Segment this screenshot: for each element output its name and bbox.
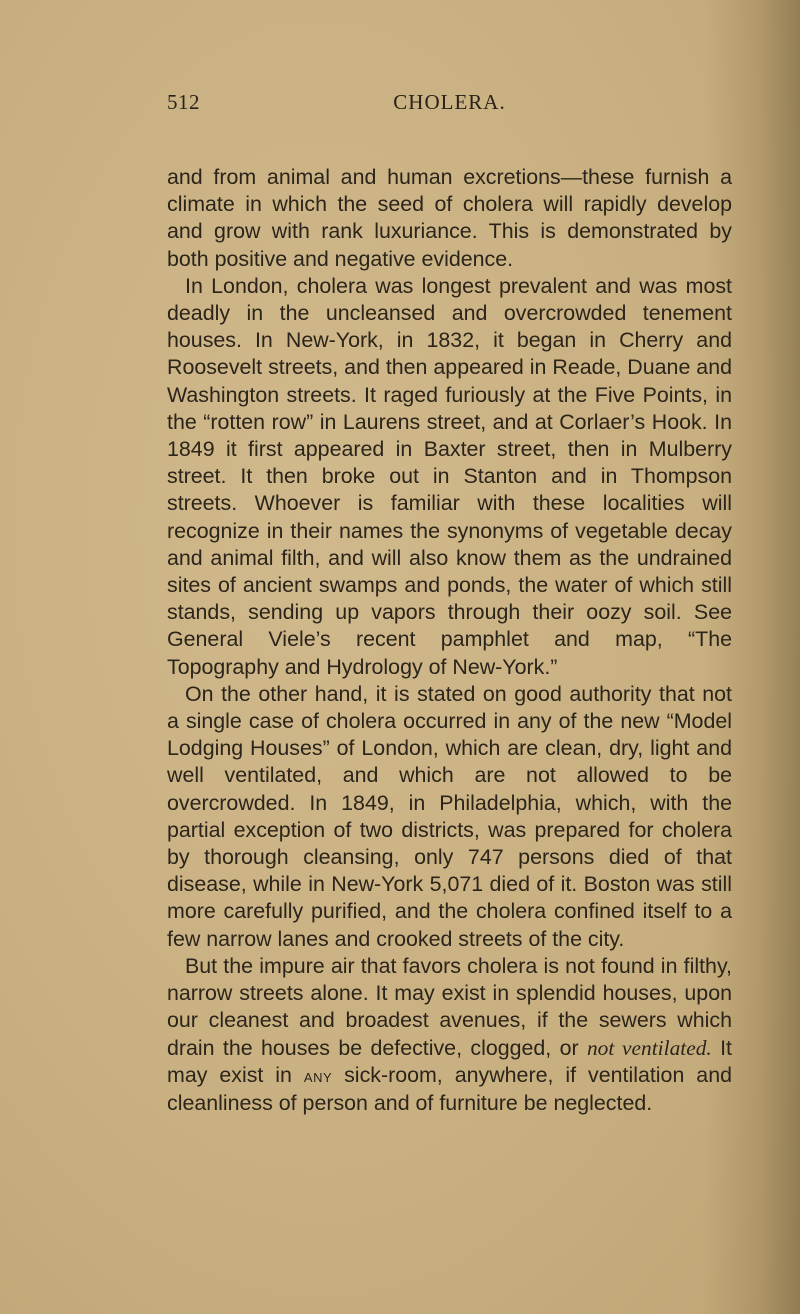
book-page <box>167 90 732 1117</box>
running-title: CHOLERA. <box>393 90 506 114</box>
emphasis-any: any <box>303 1065 333 1086</box>
paragraph-4-text-c: It may exist in <box>167 1035 732 1087</box>
paragraph-2: In London, cholera was longest prevalent and was most deadly in the uncleansed and overcrowded tenement houses. In New-York, in 1832, it began in Cherry and Roosevelt streets, and then appeared in Reade, Duane and Washington streets. It raged furiously at the Five Points, in the “rotten row” in Laurens street, and at Corlaer’s Hook. In 1849 it first appeared in Baxter street, then in Mulberry street. It then broke out in Stanton and in Thompson streets. Whoever is familiar with these localities will recognize in their names the synonyms of vegetable decay and animal filth, and will also know them as the undrained sites of ancient swamps and ponds, the water of which still stands, sending up vapors through their oozy soil. See General Viele’s recent pamphlet and map, “The Topography and Hydrology of New-York.” <box>167 273 732 679</box>
paragraph-4-text-a: But the impure air that favors cholera is not found in filthy, narrow streets alone. It may exist in splendid houses, upon our cleanest and broadest avenues, if the sewers which drain the houses be defective, clogged, or <box>167 953 732 1060</box>
paragraph-4 <box>167 953 732 1117</box>
running-head <box>167 90 732 120</box>
emphasis-not-ventilated: not ventilated. <box>586 1035 712 1060</box>
paragraph-3: On the other hand, it is stated on good authority that not a single case of cholera occurred in any of the new “Model Lodging Houses” of London, which are clean, dry, light and well ventilated, and which are not allowed to be overcrowded. In 1849, in Philadelphia, which, with the partial exception of two districts, was prepared for cholera by thorough cleansing, only 747 persons died of that disease, while in New-York 5,071 died of it. Boston was still more carefully purified, and the cholera confined itself to a few narrow lanes and crooked streets of the city. <box>167 681 732 951</box>
page-number: 512 <box>167 90 200 114</box>
paragraph-4-text-e: sick-room, anywhere, if ventilation and cleanliness of person and of furniture be neglected. <box>167 1062 732 1115</box>
body-text <box>167 164 732 1117</box>
paragraph-1: and from animal and human excretions—these furnish a climate in which the seed of cholera will rapidly develop and grow with rank luxuriance. This is demonstrated by both positive and negative evidence. <box>167 165 732 271</box>
